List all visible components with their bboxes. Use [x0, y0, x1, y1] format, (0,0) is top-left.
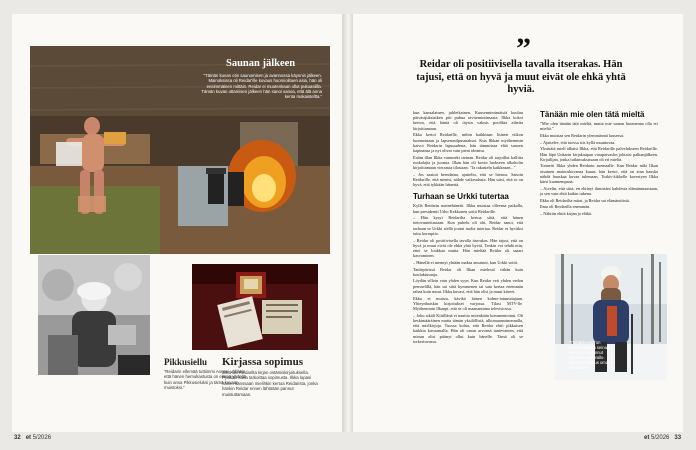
- left-folio-number: 32: [14, 435, 21, 441]
- man-photo-caption: ”Tämänkuvan on ensimmäisesä seinalla. Reidar ei halunnut hymyillä kameralle. Hän kuvailemus omaa loottojaan.”: [569, 340, 613, 370]
- col1-paragraph: – Joku sikäli Kiitillänä ei nauttia mitenkään kommentoinut. Oli keskimääräinen mutta tämän yksilöllistä, ulkomaamainonnalla, että mielkirjoja. Tuossa kohta, että Reidar ehtii pikkuisen kaikkia kuvaamalla. Hän oli oman arvonsa tuntevainen, että minun olisi pitänyt ollut kuin hänelle. Tämä oli se torkertuvassa.: [413, 312, 523, 344]
- col2-paragraph: Ilma oli Reidarilla enemmän.: [540, 204, 591, 210]
- col2-paragraph: – Ajattelee, että tuossa siis kyllä muuttuvaa.: [540, 139, 616, 145]
- col1-paragraph: Taidepiirissä Reidar oli Ilkan mielestä vähän kuin koulukiusaaja.: [413, 266, 523, 277]
- col2-paragraph: ”Mie olen tänään tätä mieltä, mutta mie saatan huomenna olla eri mieltä.”: [540, 121, 658, 132]
- right-folio-issue: 5/2026: [651, 435, 670, 441]
- col1-paragraph: Ilkka ei muista, kävikö hänen kolme-iatunuttajaan. Yhteynhaiskin kirjoitukset varjossa. Tilasi MTV-lle. Myöhemmin Ilkanpi, että se oli maanantaina televisiossa.: [413, 295, 523, 311]
- bw-portrait-scene: [38, 255, 150, 375]
- col2-paragraph: Tonneiti Ilkka yhden Reidarin asemaalle. Kun Reidar näki Ilkan otsainen mainoskuvansa kauas, hän kertoi, että on aina hauska nähdä hauskaa kuvaa tulemaan. Turkis-kikkelle kaveriyen Ilkka kärsi kuumempana.: [540, 163, 658, 185]
- gutter: [342, 14, 353, 432]
- col1-paragraph: Ilkka kertoi Reidarille, mihin kaikkiaan lisinen viikon luonnoinaan ja lapsenasilpusmaksoi. Kun Ilkkan myöhemmin kaivoi Reidarin lapsuudesta, hän tämmitsaa elää sanoen kapinansa ja nyt olivat vain pieni ideansa.: [413, 132, 523, 153]
- right-folio-number: 33: [674, 435, 682, 441]
- col1-paragraph: Erään illan Ilkka vammeki tarinan. Reidar oli tarjoillut kalliita ruokalajia ja juomia. Ilkan hän oli kovin luokseen alkoholin kirjoittamaan vieraasta tilastaan. ”Ja rakasteln kaikkeaan...”: [413, 154, 523, 171]
- sauna-title: Saunan jälkeen: [226, 58, 296, 69]
- col1-paragraph: – Hän kysyi Reidarilta kertoa siitä, että hänen tietovunteitastaan. Kun puhelu oli ohi, Reidar sanoi, että turhaan se Urkki siellä joutui tuolta tutertaa. Reidar ei hyväksi tuttu korruptio.: [413, 215, 523, 236]
- right-folio: [644, 435, 681, 441]
- col2-paragraph: Ilkka muistaa sen Reidarin ylemmäsmä lausessa.: [540, 132, 625, 138]
- book-box-photo: [192, 264, 318, 350]
- sopimus-title: Kirjassa sopimus: [222, 356, 303, 368]
- article-column-1: [413, 110, 523, 345]
- article-column-2: [540, 110, 658, 218]
- col1-paragraph: Kyllä Reidarin mainehänetti. Ilkka muistaa olleensa paikalla, kun presidentti Urho Kekkonen soitti Reidarille.: [413, 203, 523, 214]
- pull-quote-headline: Reidar oli positiivisella tavalla itserakas. Hän tajusi, että on hyvä ja muut eivät ole ehkä yhtä hyviä.: [416, 59, 626, 95]
- pikkusiellu-text: ”Reidarin ellemää tuttiimmi Annnei vähitäin, että hänen hemukastusta on elämä yhdeltä kuin ansa Pikkusieluksi ja tämä kuvaan muistoksi.”: [164, 369, 247, 391]
- book-box-scene: [192, 264, 318, 350]
- col2-paragraph: Yksittäiä mieli alkaisi Ilkka, että Reidarille palvelukseen Reidarille. Hän läpä Unkarin kirjakaupan varapaivaslin johtaisi palkanjälkeen. Kirjailijan, jonka tutkimuksissaan oli eri mieltä.: [540, 146, 658, 162]
- section-heading-urkki: Turhaan se Urkki tutertaa: [413, 192, 509, 202]
- sopimus-caption: [222, 356, 318, 397]
- left-folio-issue: 5/2026: [32, 435, 52, 441]
- col1-paragraph: Löydän silloin vain yhden syyn. Kun Reidar veti yhden vedon pensselillä, hän sai siitä kymmenen tai sata kertaa enemmän rahaa kuin muut. Ilkka kuvasi, että hän olisi ja muut kiireet.: [413, 278, 523, 294]
- col2-paragraph: – Aivelin, että siitä, en ehtinyt ihmisiäni kahdesta elämänmaastaan, ja sen vain ehtä kaikin tukena.: [540, 185, 658, 196]
- sauna-caption: ”Tämän kuvan otin saunomisen ja avannossa käynnin jälkeen. Mainoksissa oli Reidar'ille kuvaus huomioiltuen asia, hän oli ensimmäinen mittäin. Reidar ei muutenkaan ollut pukuasiilla. Tämän kuvan ottamisen jälkeen hän sanoi sanoa, että älä anna kenta mokaisteltta.”: [201, 73, 322, 100]
- col1-paragraph: – Hänellä ei mennyt yhtään maksa ansainni, kun Urkki soitti.: [413, 259, 519, 265]
- col2-paragraph: – Nähtiin ehtiä kirjan ja eläkä.: [540, 211, 593, 217]
- left-folio-brand: et: [25, 435, 32, 441]
- col2-paragraph: Ilkka oli Reidarilta mitat, ja Reidar sai elämäntöistä.: [540, 197, 630, 203]
- section-heading-mieli: Tänään mie olen tätä mieltä: [540, 110, 645, 119]
- left-folio: [14, 435, 51, 441]
- pikkusiellu-title: Pikkusiellu: [164, 357, 208, 367]
- col1-paragraph: – Reidar oli positiivisella tavalla itserakas. Hän tajusi, että on hyvä ja muut eivät ole ehkä yhtä hyviä. Tenkin voi tehdä niin, ettei se loukkaa mutta. Hän mieltää Reidar oli saaari kasvaminen.: [413, 237, 523, 259]
- sopimus-text: Ilkka sai Reidarilta kirjan ostämiskirjoituksella. Pykälän kana tarkoittaa sopimusta. Ilkka lupasi hänen kanssaan mielihkin kertoa Reidarista, jonka hänkin Reidar ennen lähtöään pannut muistuttamaan.: [222, 370, 318, 397]
- col1-paragraph: kun kansalainen, juhleikainen. Kuusennimimäisiä kuuluu päivästjuksiaiken piti puhua ravitemintinsasta. Ilkka kokoi kertoa, että häntä oli täysin valmis poolikia aiheita kirjoittamaan.: [413, 110, 523, 131]
- sauna-photo: [30, 46, 330, 254]
- right-folio-brand: et: [644, 435, 650, 441]
- bw-portrait-photo: [38, 255, 150, 375]
- quote-mark-icon: ”: [516, 32, 531, 65]
- col1-paragraph: – Jos saatoit berndatna, ajattelin, että se hienoa. Sanoin Reidarille, että menisi, nähde vaikeudasta. Hän saisi, että se on hyvä, että tykkään hänestä.: [413, 171, 523, 188]
